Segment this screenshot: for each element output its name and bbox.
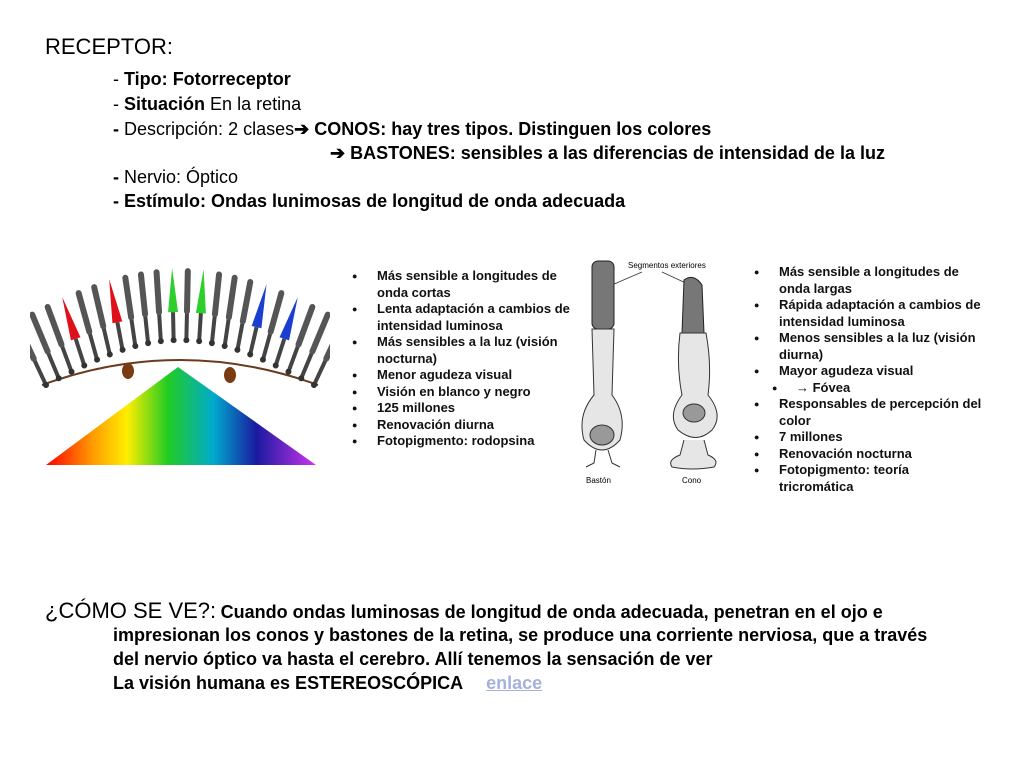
como-question: ¿CÓMO SE VE?: (45, 598, 217, 623)
conos-desc: CONOS: hay tres tipos. Distinguen los colores (314, 119, 712, 139)
estimulo-value: Ondas lunimosas de longitud de onda adecuada (211, 191, 626, 211)
property-item: ● Renovación diurna (350, 417, 575, 434)
rod-cell (138, 271, 152, 346)
property-item: ● Más sensible a longitudes de onda largas (752, 264, 982, 297)
rod-cone-diagram (572, 255, 747, 490)
como-line3: del nervio óptico va hasta el cerebro. Allí tenemos la sensación de ver (113, 649, 713, 669)
property-item: ● Rápida adaptación a cambios de intensidad luminosa (752, 297, 982, 330)
como-line4: La visión humana es ESTEREOSCÓPICA (113, 673, 464, 693)
tipo-line: - Tipo: Fotorreceptor (113, 69, 291, 89)
descripcion-line: - Descripción: 2 clases➔ CONOS: hay tres tipos. Distinguen los colores (113, 119, 712, 139)
property-item: ● Lenta adaptación a cambios de intensidad luminosa (350, 301, 575, 334)
bastones-line (330, 143, 885, 164)
estimulo-label: Estímulo: (124, 191, 207, 211)
arrow-icon: ➔ (294, 119, 310, 139)
retina-spectrum-illustration (30, 265, 330, 475)
property-item: ● Fotopigmento: teoría tricromática (752, 462, 982, 495)
como-line2: impresionan los conos y bastones de la retina, se produce una corriente nerviosa, que a través (113, 625, 928, 645)
spectrum-triangle (46, 367, 316, 465)
property-item: ● 7 millones (752, 429, 982, 446)
rod-cell (209, 271, 223, 346)
descripcion-label: Descripción: (124, 119, 224, 139)
property-item: ● Mayor agudeza visual (752, 363, 982, 380)
cone-cell (167, 268, 179, 343)
cono-properties (752, 264, 982, 495)
ganglion-cell (224, 367, 236, 383)
rod-cell (285, 303, 317, 375)
property-item: ● Fotopigmento: rodopsina (350, 433, 575, 450)
rod-cell (234, 279, 254, 354)
enlace-link[interactable]: enlace (486, 673, 543, 693)
property-item: ● → Fóvea (752, 380, 982, 397)
nervio-line: - Nervio: Óptico (113, 167, 239, 187)
property-item: ● Visión en blanco y negro (350, 384, 575, 401)
situacion-value: En la retina (210, 94, 302, 114)
rod-cell (221, 274, 238, 349)
nervio-label: Nervio: (124, 167, 182, 187)
property-item: ● 125 millones (350, 400, 575, 417)
como-line1: Cuando ondas luminosas de longitud de onda adecuada, penetran en el ojo e (220, 602, 883, 622)
ganglion-cell (122, 363, 134, 379)
rod-cell (44, 303, 76, 375)
como-line4-wrap (113, 673, 542, 694)
page-title: RECEPTOR: (45, 34, 173, 59)
rod-cell (122, 274, 139, 349)
como-se-ve-line (45, 598, 883, 624)
bastones-desc: BASTONES: sensibles a las diferencias de intensidad de la luz (350, 143, 885, 163)
segmentos-label: Segmentos exteriores (628, 261, 706, 270)
property-item: ● Renovación nocturna (752, 446, 982, 463)
property-item: ● Menos sensibles a la luz (visión diurna) (752, 330, 982, 363)
cono-caption: Cono (682, 476, 702, 485)
rod-cell (153, 269, 164, 344)
tipo-label: Tipo: (124, 69, 168, 89)
tipo-value: Fotorreceptor (172, 69, 291, 89)
property-item: ● Menor agudeza visual (350, 367, 575, 384)
baston-caption: Bastón (586, 476, 611, 485)
property-item: ● Responsables de percepción del color (752, 396, 982, 429)
property-item: ● Más sensibles a la luz (visión nocturna) (350, 334, 575, 367)
rod-cell (30, 311, 63, 383)
arrow-icon: ➔ (330, 143, 346, 163)
rod-cell (297, 311, 330, 383)
nervio-value: Óptico (186, 167, 239, 187)
rod-cell (582, 261, 622, 467)
estimulo-line: - Estímulo: Ondas lunimosas de longitud de onda adecuada (113, 191, 626, 211)
situacion-line: - Situación En la retina (113, 94, 302, 114)
cone-cell (194, 269, 209, 344)
property-item: ● Más sensible a longitudes de onda cortas (350, 268, 575, 301)
cone-cell (671, 277, 718, 469)
situacion-label: Situación (124, 94, 206, 114)
baston-properties (350, 268, 575, 450)
descripcion-value: 2 clases (228, 119, 295, 139)
rod-cell (183, 268, 191, 343)
